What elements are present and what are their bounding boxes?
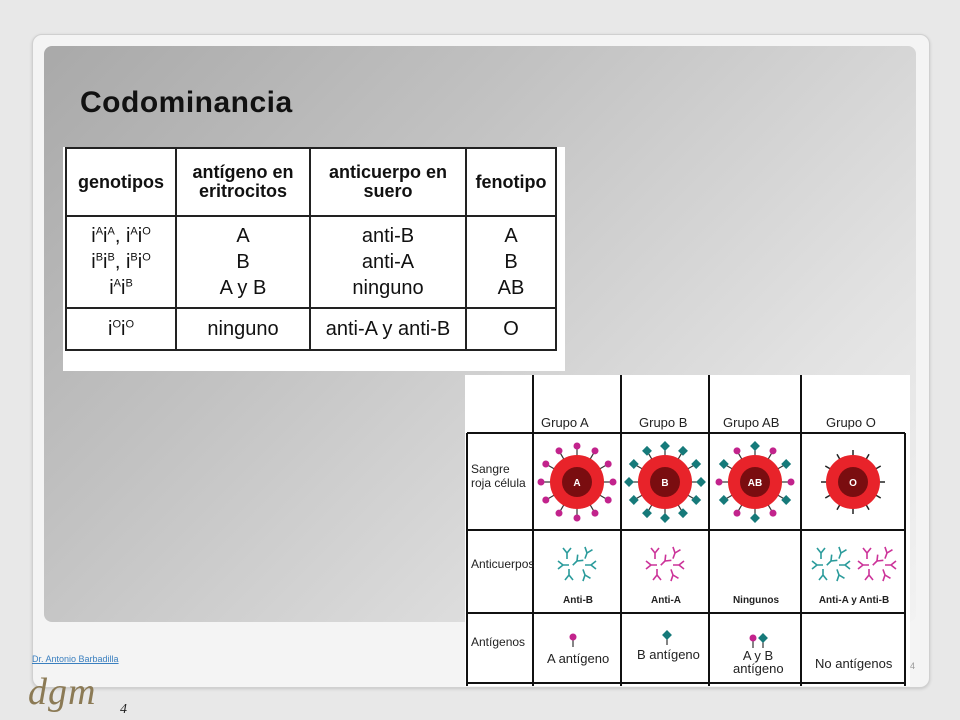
genotype-cell: $i^Ai^A$, $i^Ai^O$ — [66, 216, 176, 249]
cell-letter: O — [849, 478, 857, 489]
antibody-icon — [819, 569, 827, 580]
antibody-icon — [653, 569, 661, 580]
cell-letter: AB — [747, 478, 763, 489]
antibody-icon — [558, 561, 569, 569]
antibody-icon — [667, 568, 678, 581]
antibody-icon — [585, 561, 596, 569]
red-cell-ab — [716, 441, 795, 523]
phenotype-cell: B — [466, 249, 556, 275]
antibody-icon — [858, 561, 869, 569]
antibody-caption: Anti-B — [563, 595, 593, 606]
antibody-icon — [570, 555, 583, 568]
antigen-icon — [750, 635, 757, 649]
header-antigeno: antígeno en eritrocitos — [176, 148, 310, 216]
antigen-caption: No antígenos — [815, 656, 893, 671]
header-genotipos: genotipos — [66, 148, 176, 216]
page-number: 4 — [120, 702, 127, 717]
table-row — [66, 216, 556, 249]
column-header: Grupo A — [541, 415, 589, 430]
antibody-cell: anti-B — [310, 216, 466, 249]
antigen-caption: B antígeno — [637, 647, 700, 662]
red-cell-o — [821, 450, 885, 514]
antigen-icon — [662, 630, 672, 645]
antigen-cell: A — [176, 216, 310, 249]
antibody-icon — [833, 568, 844, 581]
genotype-cell: $i^Ai^B$ — [66, 275, 176, 308]
header-anticuerpo: anticuerpo en suero — [310, 148, 466, 216]
blood-group-figure — [465, 375, 910, 686]
table-row — [66, 275, 556, 308]
antibody-icon — [581, 547, 592, 560]
cell-letter: B — [661, 478, 669, 489]
red-cell-b — [624, 441, 706, 523]
antibody-icon — [824, 555, 837, 568]
row-label-red-cell: Sangre roja célula — [471, 462, 526, 490]
antibody-cell: anti-A — [310, 249, 466, 275]
antibody-icon — [565, 569, 573, 580]
genotype-table-image — [63, 147, 565, 371]
table-row — [66, 308, 556, 350]
phenotype-cell: A — [466, 216, 556, 249]
table-row — [66, 249, 556, 275]
row-label-antibodies: Anticuerpos — [471, 557, 535, 571]
antigen-cell: A y B — [176, 275, 310, 308]
column-header: Grupo B — [639, 415, 688, 430]
antibody-icon — [651, 548, 659, 559]
antibody-icon — [817, 548, 825, 559]
phenotype-cell: O — [466, 308, 556, 350]
antibody-caption: Anti-A — [651, 595, 681, 606]
antigen-icon — [758, 633, 768, 648]
slide-title: Codominancia — [80, 86, 293, 119]
antibody-icon — [863, 548, 871, 559]
antigen-cell: ninguno — [176, 308, 310, 350]
antibody-icon — [839, 561, 850, 569]
dgm-logo: dgm — [28, 671, 97, 713]
header-fenotipo: fenotipo — [466, 148, 556, 216]
antibody-icon — [885, 561, 896, 569]
column-header: Grupo AB — [723, 415, 780, 430]
antibody-icon — [881, 547, 892, 560]
antibody-cell: anti-A y anti-B — [310, 308, 466, 350]
antibody-icon — [870, 555, 883, 568]
column-header: Grupo O — [826, 415, 876, 430]
cell-letter: A — [573, 478, 581, 489]
antibody-icon — [646, 561, 657, 569]
antibody-icon — [658, 555, 671, 568]
antibody-icon — [673, 561, 684, 569]
antibody-icon — [835, 547, 846, 560]
antigen-cell: B — [176, 249, 310, 275]
antigen-caption: A y B antígeno — [733, 648, 784, 676]
antibody-caption: Ningunos — [732, 595, 780, 606]
antigen-caption: A antígeno — [547, 651, 610, 666]
slide-corner-number: 4 — [910, 661, 916, 671]
phenotype-cell: AB — [466, 275, 556, 308]
row-label-antigens: Antígenos — [471, 635, 526, 649]
genotype-cell: $i^Bi^B$, $i^Bi^O$ — [66, 249, 176, 275]
antibody-icon — [812, 561, 823, 569]
antigen-icon — [570, 634, 577, 648]
red-cell-a — [538, 443, 617, 522]
antibody-icon — [579, 568, 590, 581]
author-link[interactable]: Dr. Antonio Barbadilla — [32, 654, 119, 664]
antibody-caption: Anti-A y Anti-B — [818, 595, 890, 606]
antibody-icon — [563, 548, 571, 559]
antibody-cell: ninguno — [310, 275, 466, 308]
antibody-icon — [669, 547, 680, 560]
antibody-icon — [879, 568, 890, 581]
genotype-cell: $i^Oi^O$ — [66, 308, 176, 350]
antibody-icon — [865, 569, 873, 580]
genotype-table — [65, 147, 557, 351]
